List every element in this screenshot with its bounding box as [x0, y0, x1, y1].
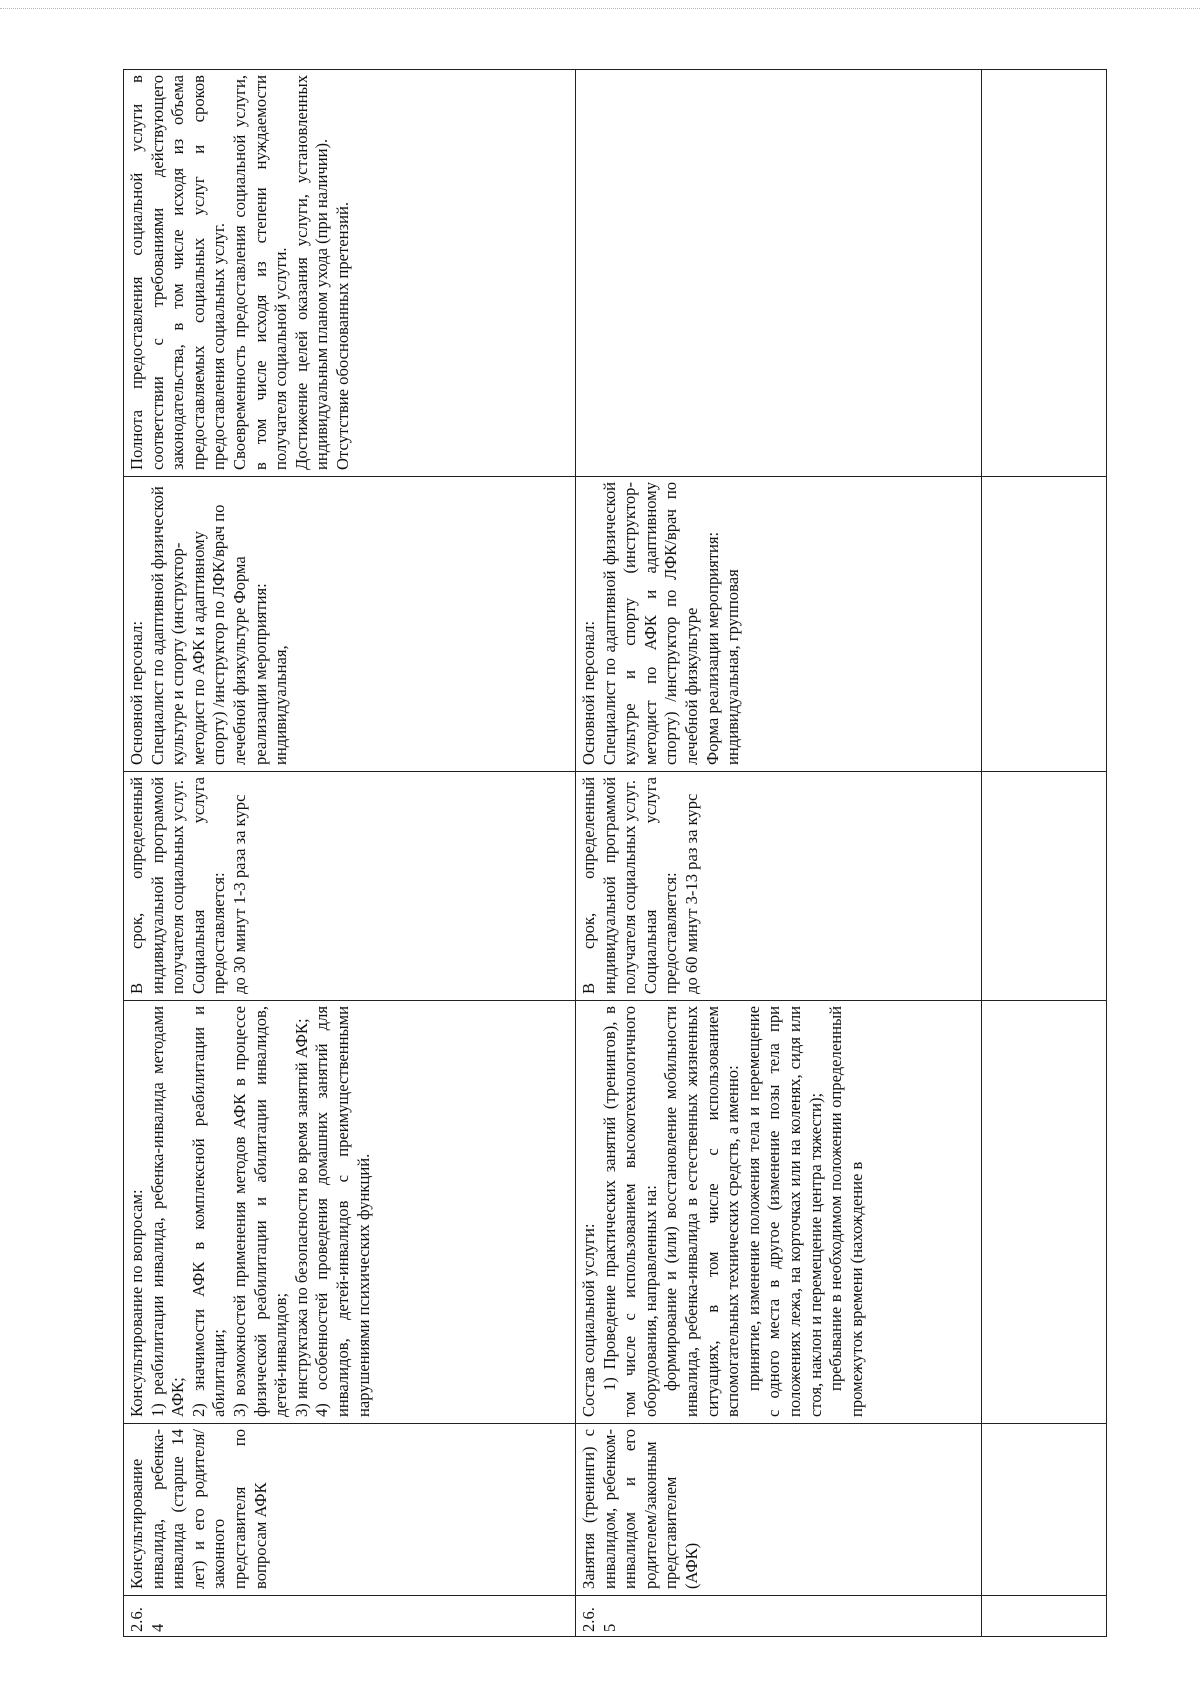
- service-description: [576, 1000, 981, 1423]
- staff-line: индивидуальная, групповая: [723, 569, 743, 765]
- description-line: 2) значимости АФК в комплексной реабилитации и абилитации;: [188, 1006, 229, 1417]
- service-name: [576, 1423, 981, 1595]
- staff-line: Форма реализации мероприятия:: [702, 531, 722, 765]
- table-row-continuation: [982, 70, 1106, 1636]
- description-line: 3) возможностей применения методов АФК в процессе физической реабилитации и абилитации инвалидов, детей-инвалидов;: [229, 1006, 291, 1417]
- term-line: до 30 минут 1-3 раза за курс: [229, 794, 249, 994]
- empty-cell: [982, 1595, 1106, 1636]
- description-line: формирование и (или) восстановление мобильности инвалида, ребенка-инвалида в естественных жизненных ситуациях, в том числе с использованием вспомогательных технических средств, а именно:: [661, 1006, 743, 1417]
- description-line: пребывание в необходимом положении определенный промежуток времени (нахождение в: [826, 1006, 866, 1417]
- term-line: Социальная услуга предоставляется:: [188, 777, 229, 994]
- empty-cell: [982, 1423, 1106, 1595]
- staff-line: Основной персонал:: [579, 620, 598, 765]
- service-name: [124, 1423, 575, 1595]
- empty-cell: [982, 771, 1106, 1000]
- service-name-text: Занятия (тренинги) с инвалидом, ребенком-инвалидом и его родителем/законным представителем (АФК): [579, 1429, 701, 1589]
- service-quality: [124, 70, 575, 476]
- staff-line: индивидуальная,: [271, 645, 291, 765]
- term-line: В срок, определенный индивидуальной программой получателя социальных услуг.: [127, 777, 188, 994]
- term-line: до 60 минут 3-13 раз за курс: [681, 793, 701, 994]
- service-quality-empty: [576, 70, 981, 476]
- services-table: [123, 69, 1107, 1637]
- description-line: 1) Проведение практических занятий (тренингов), в том числе с использованием высокотехнологичного оборудования, направленных на:: [599, 1006, 660, 1417]
- scan-top-edge: [0, 8, 1200, 9]
- service-description: [124, 1000, 575, 1423]
- description-line: Состав социальной услуги:: [579, 1223, 598, 1417]
- empty-cell: [982, 70, 1106, 476]
- description-line: 4) особенностей проведения домашних занятий для инвалидов, детей-инвалидов с преимущественными нарушениями психических функций.: [312, 1006, 373, 1417]
- quality-line: Достижение целей оказания услуги, установленных индивидуальным планом ухода (при наличии).: [291, 75, 332, 470]
- row-number: [124, 1595, 575, 1636]
- quality-line: Полнота предоставления социальной услуги в соответствии с требованиями действующего законодательства, в том числе исходя из объема предоставляемых социальных услуг и сроков предоставления социальных услуг.: [127, 75, 229, 470]
- table-row-2-6-4: [124, 70, 576, 1636]
- table-row-2-6-5: [576, 70, 982, 1636]
- staff-line: Основной персонал:: [127, 620, 146, 765]
- service-term: [124, 771, 575, 1000]
- service-term: [576, 771, 981, 1000]
- quality-line: Отсутствие обоснованных претензий.: [332, 201, 352, 470]
- row-number-text: 2.6.5: [579, 1607, 619, 1632]
- row-number: [576, 1595, 981, 1636]
- service-staff: [576, 476, 981, 771]
- term-line: Социальная услуга предоставляется:: [640, 777, 681, 994]
- term-line: В срок, определенный индивидуальной программой получателя социальных услуг.: [579, 777, 640, 994]
- description-line: принятие, изменение положения тела и перемещение с одного места в другое (изменение позы тела при положениях лежа, на корточках или на коленях, сидя или стоя, наклон и перемещение центра тяжести);: [743, 1006, 825, 1417]
- staff-line: Специалист по адаптивной физической культуре и спорту (инструктор-методист по АФК и адаптивному спорту) /инструктор по ЛФК/врач по лечебной физкультуре: [599, 482, 701, 765]
- quality-line: Своевременность предоставления социальной услуги, в том числе исходя из степени нуждаемости получателя социальной услуги.: [229, 75, 291, 470]
- description-line: Консультирование по вопросам:: [127, 1189, 146, 1417]
- description-line: 3) инструктажа по безопасности во время занятий АФК;: [291, 1018, 311, 1417]
- service-name-text: Консультирование инвалида, ребенка-инвалида (старше 14 лет) и его родителя/законного представителя по вопросам АФК: [127, 1429, 270, 1589]
- rotated-table-frame: [123, 69, 1107, 1637]
- empty-cell: [982, 1000, 1106, 1423]
- empty-cell: [982, 476, 1106, 771]
- row-number-text: 2.6.4: [127, 1607, 167, 1632]
- staff-line: Специалист по адаптивной физической культуре и спорту (инструктор-методист по АФК и адаптивному спорту) /инструктор по ЛФК/врач по лечебной физкультуре Форма реализации мероприятия:: [147, 486, 270, 765]
- description-line: 1) реабилитации инвалида, ребенка-инвалида методами АФК;: [147, 1006, 188, 1417]
- service-staff: [124, 476, 575, 771]
